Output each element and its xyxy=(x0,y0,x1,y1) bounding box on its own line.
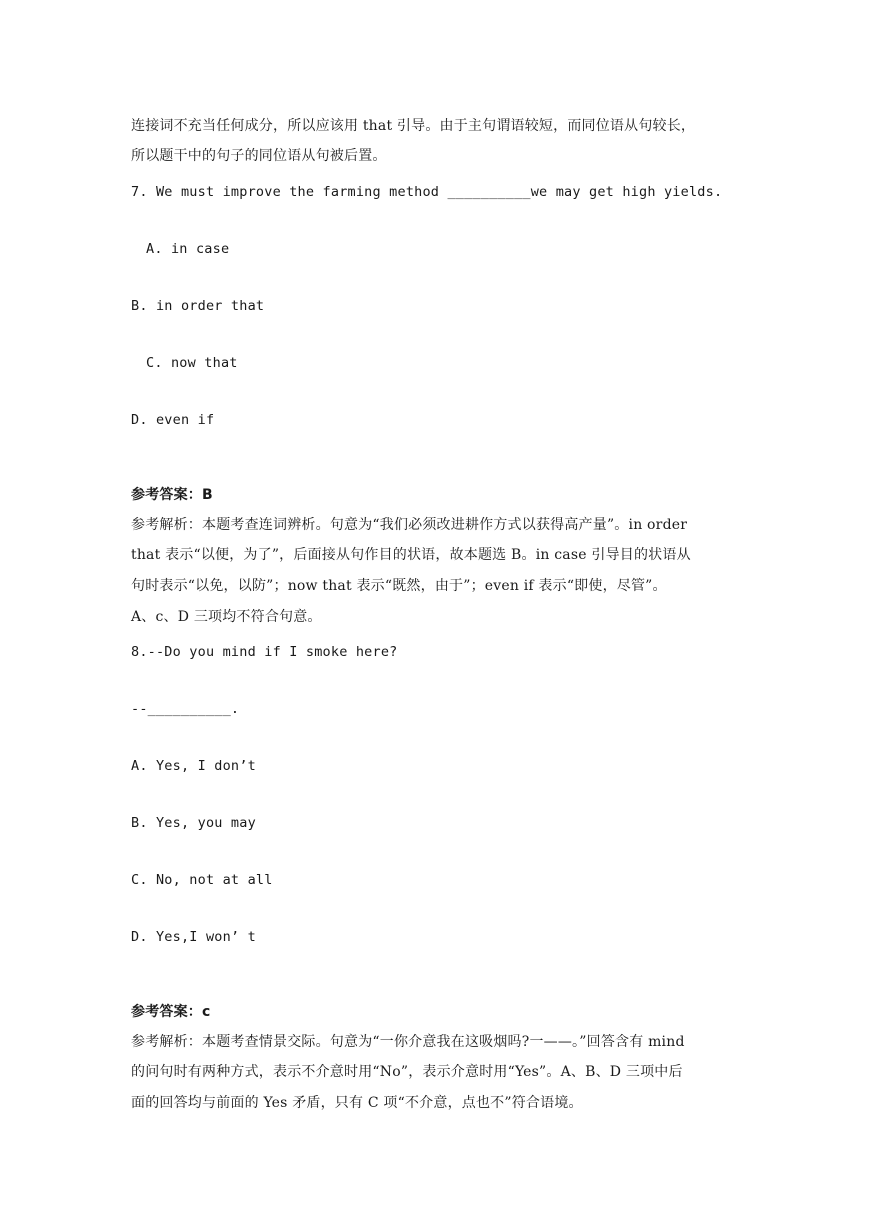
q7-option-b: B. in order that xyxy=(131,298,265,314)
q7-explanation-line-4: A、c、D 三项均不符合句意。 xyxy=(131,609,322,625)
q8-option-d: D. Yes,I won’ t xyxy=(131,929,256,945)
q7-option-c: C. now that xyxy=(146,355,238,371)
q7-explanation-line-1: 参考解析：本题考查连词辨析。句意为“我们必须改进耕作方式以获得高产量”。in order xyxy=(131,517,688,533)
q6-explanation-line-2: 所以题干中的句子的同位语从句被后置。 xyxy=(131,148,387,164)
q8-stem: 8.--Do you mind if I smoke here? xyxy=(131,644,398,660)
q7-option-a: A. in case xyxy=(146,241,230,257)
q7-explanation-line-3: 句时表示“以免，以防”；now that 表示“既然，由于”；even if 表示“即使，尽管”。 xyxy=(131,578,667,594)
q6-explanation-line-1: 连接词不充当任何成分，所以应该用 that 引导。由于主句谓语较短，而同位语从句较长， xyxy=(131,118,696,134)
q8-option-a: A. Yes, I don’t xyxy=(131,758,256,774)
q8-option-b: B. Yes, you may xyxy=(131,815,256,831)
q8-explanation-line-3: 面的回答均与前面的 Yes 矛盾，只有 C 项“不介意，点也不”符合语境。 xyxy=(131,1095,583,1111)
q7-explanation-line-2: that 表示“以便，为了”，后面接从句作目的状语，故本题选 B。in case 引导目的状语从 xyxy=(131,547,691,563)
q8-explanation-line-1: 参考解析：本题考查情景交际。句意为“一你介意我在这吸烟吗?一——。”回答含有 mind xyxy=(131,1034,685,1050)
q7-stem: 7. We must improve the farming method __________we may get high yields. xyxy=(131,184,723,200)
q8-option-c: C. No, not at all xyxy=(131,872,273,888)
q8-answer-blank: --__________. xyxy=(131,701,240,717)
q8-answer: 参考答案：c xyxy=(131,1004,211,1020)
q7-option-d: D. even if xyxy=(131,412,215,428)
q8-explanation-line-2: 的问句时有两种方式，表示不介意时用“No”，表示介意时用“Yes”。A、B、D 三项中后 xyxy=(131,1064,683,1080)
q7-answer: 参考答案：B xyxy=(131,487,213,503)
